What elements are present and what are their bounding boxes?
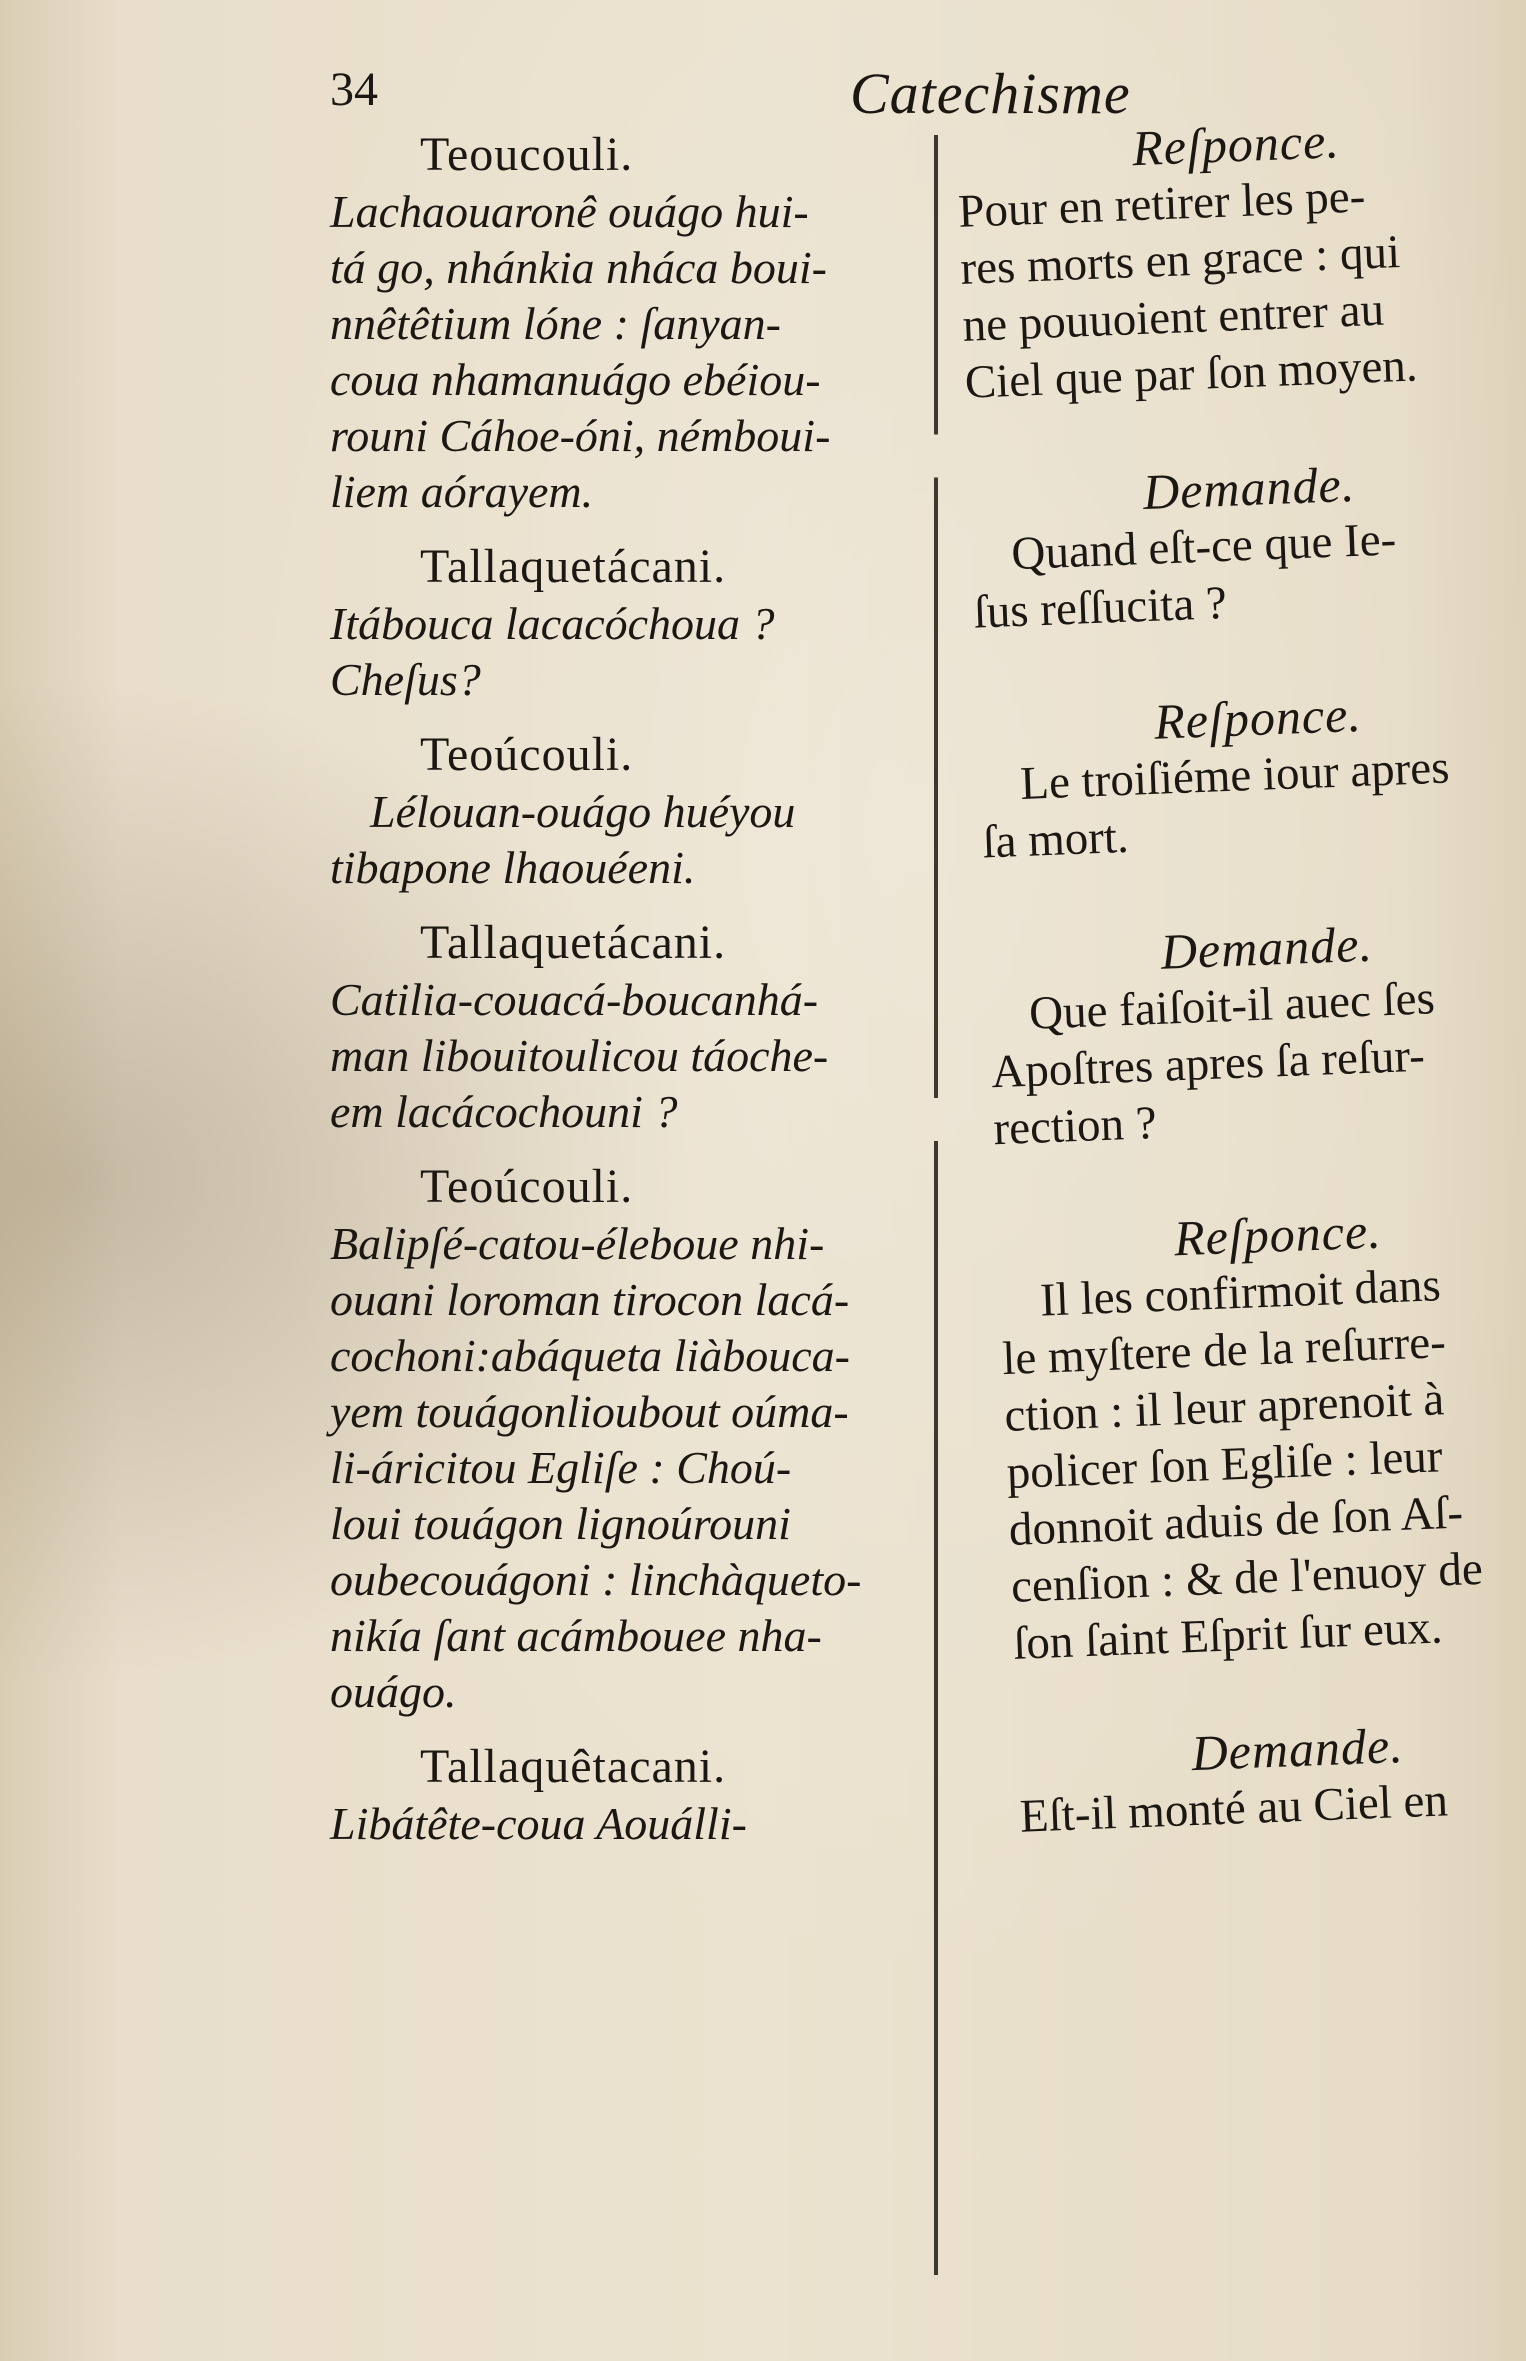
dialogue-block (330, 1158, 920, 1720)
speaker-label: Tallaquêtacani. (420, 1740, 727, 1793)
text-line: ouani loroman tirocon lacá- (330, 1274, 850, 1325)
french-text (957, 162, 1525, 411)
text-line: Eſt-il monté au Ciel en (1018, 1774, 1449, 1843)
text-line: Apoſtres apres ſa reſur- (990, 1029, 1426, 1099)
native-text (330, 972, 920, 1140)
native-text (330, 184, 920, 520)
french-text (970, 506, 1526, 641)
qa-block (986, 908, 1526, 1158)
native-text (330, 1796, 920, 1852)
qa-block (997, 1195, 1526, 1673)
qa-block (955, 105, 1526, 412)
right-column-french (955, 105, 1526, 1904)
page-number: 34 (330, 63, 378, 116)
text-line: rouni Cáhoe-óni, némboui- (330, 410, 831, 461)
text-line: li-áricitou Egliſe : Choú- (330, 1442, 792, 1493)
running-title: Catechisme (850, 61, 1131, 126)
text-line: Lachaouaronê ouágo hui- (330, 186, 809, 237)
text-line: nikía ſant acámbouee nha- (330, 1610, 822, 1661)
text-line: res morts en grace : qui (959, 226, 1401, 295)
text-line: coua nhamanuágo ebéiou- (330, 354, 821, 405)
text-line: Il les confirmoit dans (1039, 1259, 1442, 1327)
text-line: ſon ſaint Eſprit ſur eux. (1012, 1601, 1444, 1670)
speaker-label: Tallaquetácani. (420, 540, 727, 593)
text-line: ſa mort. (981, 810, 1130, 869)
qa-block (1017, 1709, 1526, 1845)
left-column-native-language (330, 126, 920, 1870)
text-line: policer ſon Egliſe : leur (1005, 1430, 1444, 1499)
text-line: ouágo. (330, 1666, 457, 1717)
text-line: liem aórayem. (330, 466, 594, 517)
speaker-label: Teoúcouli. (420, 1160, 634, 1213)
text-line: oubecouágoni : linchàqueto- (330, 1554, 862, 1605)
french-text (988, 966, 1526, 1158)
text-line: Quand eſt-ce que Ie- (1010, 513, 1398, 581)
native-text (330, 784, 920, 896)
column-divider (934, 135, 938, 2275)
native-text (330, 596, 920, 708)
speaker-label: Teoucouli. (420, 128, 634, 181)
text-line: man libouitoulicou táoche- (330, 1030, 829, 1081)
text-line: ſus reſſucita ? (972, 576, 1228, 639)
section-heading: Demande. (1142, 455, 1357, 521)
dialogue-block (330, 726, 920, 896)
text-line: Lélouan-ouágo huéyou (370, 786, 796, 837)
section-heading: Demande. (1190, 1716, 1405, 1782)
qa-block (968, 448, 1526, 641)
text-line: ne pouuoient entrer au (961, 283, 1385, 352)
text-line: Itábouca lacacóchoua ? (330, 598, 775, 649)
dialogue-block (330, 914, 920, 1140)
section-heading: Reſponce. (1173, 1202, 1383, 1267)
text-line: cochoni:abáqueta liàbouca- (330, 1330, 850, 1381)
qa-block (977, 678, 1526, 871)
section-heading: Reſponce. (1131, 112, 1341, 177)
text-line: yem touágonlioubout oúma- (330, 1386, 849, 1437)
text-line: donnoit aduis de ſon Aſ- (1007, 1486, 1464, 1556)
text-line: cenſion : & de l'enuoy de (1010, 1542, 1484, 1613)
dialogue-block (330, 538, 920, 708)
text-line: Pour en retirer les pe- (957, 170, 1367, 238)
text-line: tá go, nhánkia nháca boui- (330, 242, 827, 293)
text-line: tibapone lhaouéeni. (330, 842, 696, 893)
text-line: Cheſus? (330, 654, 481, 705)
native-text (330, 1216, 920, 1720)
text-line: Le troiſiéme iour apres (1019, 741, 1451, 810)
page-header (330, 61, 1131, 132)
text-line: nnêtêtium lóne : ſanyan- (330, 298, 781, 349)
text-line: loui touágon lignoúrouni (330, 1498, 791, 1549)
speaker-label: Tallaquetácani. (420, 916, 727, 969)
text-line: em lacácochouni ? (330, 1086, 678, 1137)
text-line: le myſtere de la reſurre- (1001, 1316, 1447, 1386)
dialogue-block (330, 126, 920, 520)
section-heading: Demande. (1159, 915, 1374, 980)
text-line: Ciel que par ſon moyen. (963, 339, 1419, 409)
text-line: rection ? (992, 1097, 1158, 1156)
text-line: Catilia-couacá-boucanhá- (330, 974, 819, 1025)
text-line: Que faiſoit-il auec ſes (1028, 972, 1436, 1040)
text-line: Libátête-coua Aouálli- (330, 1798, 747, 1849)
dialogue-block (330, 1738, 920, 1852)
speaker-label: Teoúcouli. (420, 728, 634, 781)
french-text (999, 1253, 1526, 1673)
french-text (979, 736, 1526, 871)
text-line: Balipſé-catou-éleboue nhi- (330, 1218, 825, 1269)
text-line: ction : il leur aprenoit à (1003, 1373, 1446, 1443)
section-heading: Reſponce. (1153, 685, 1363, 750)
